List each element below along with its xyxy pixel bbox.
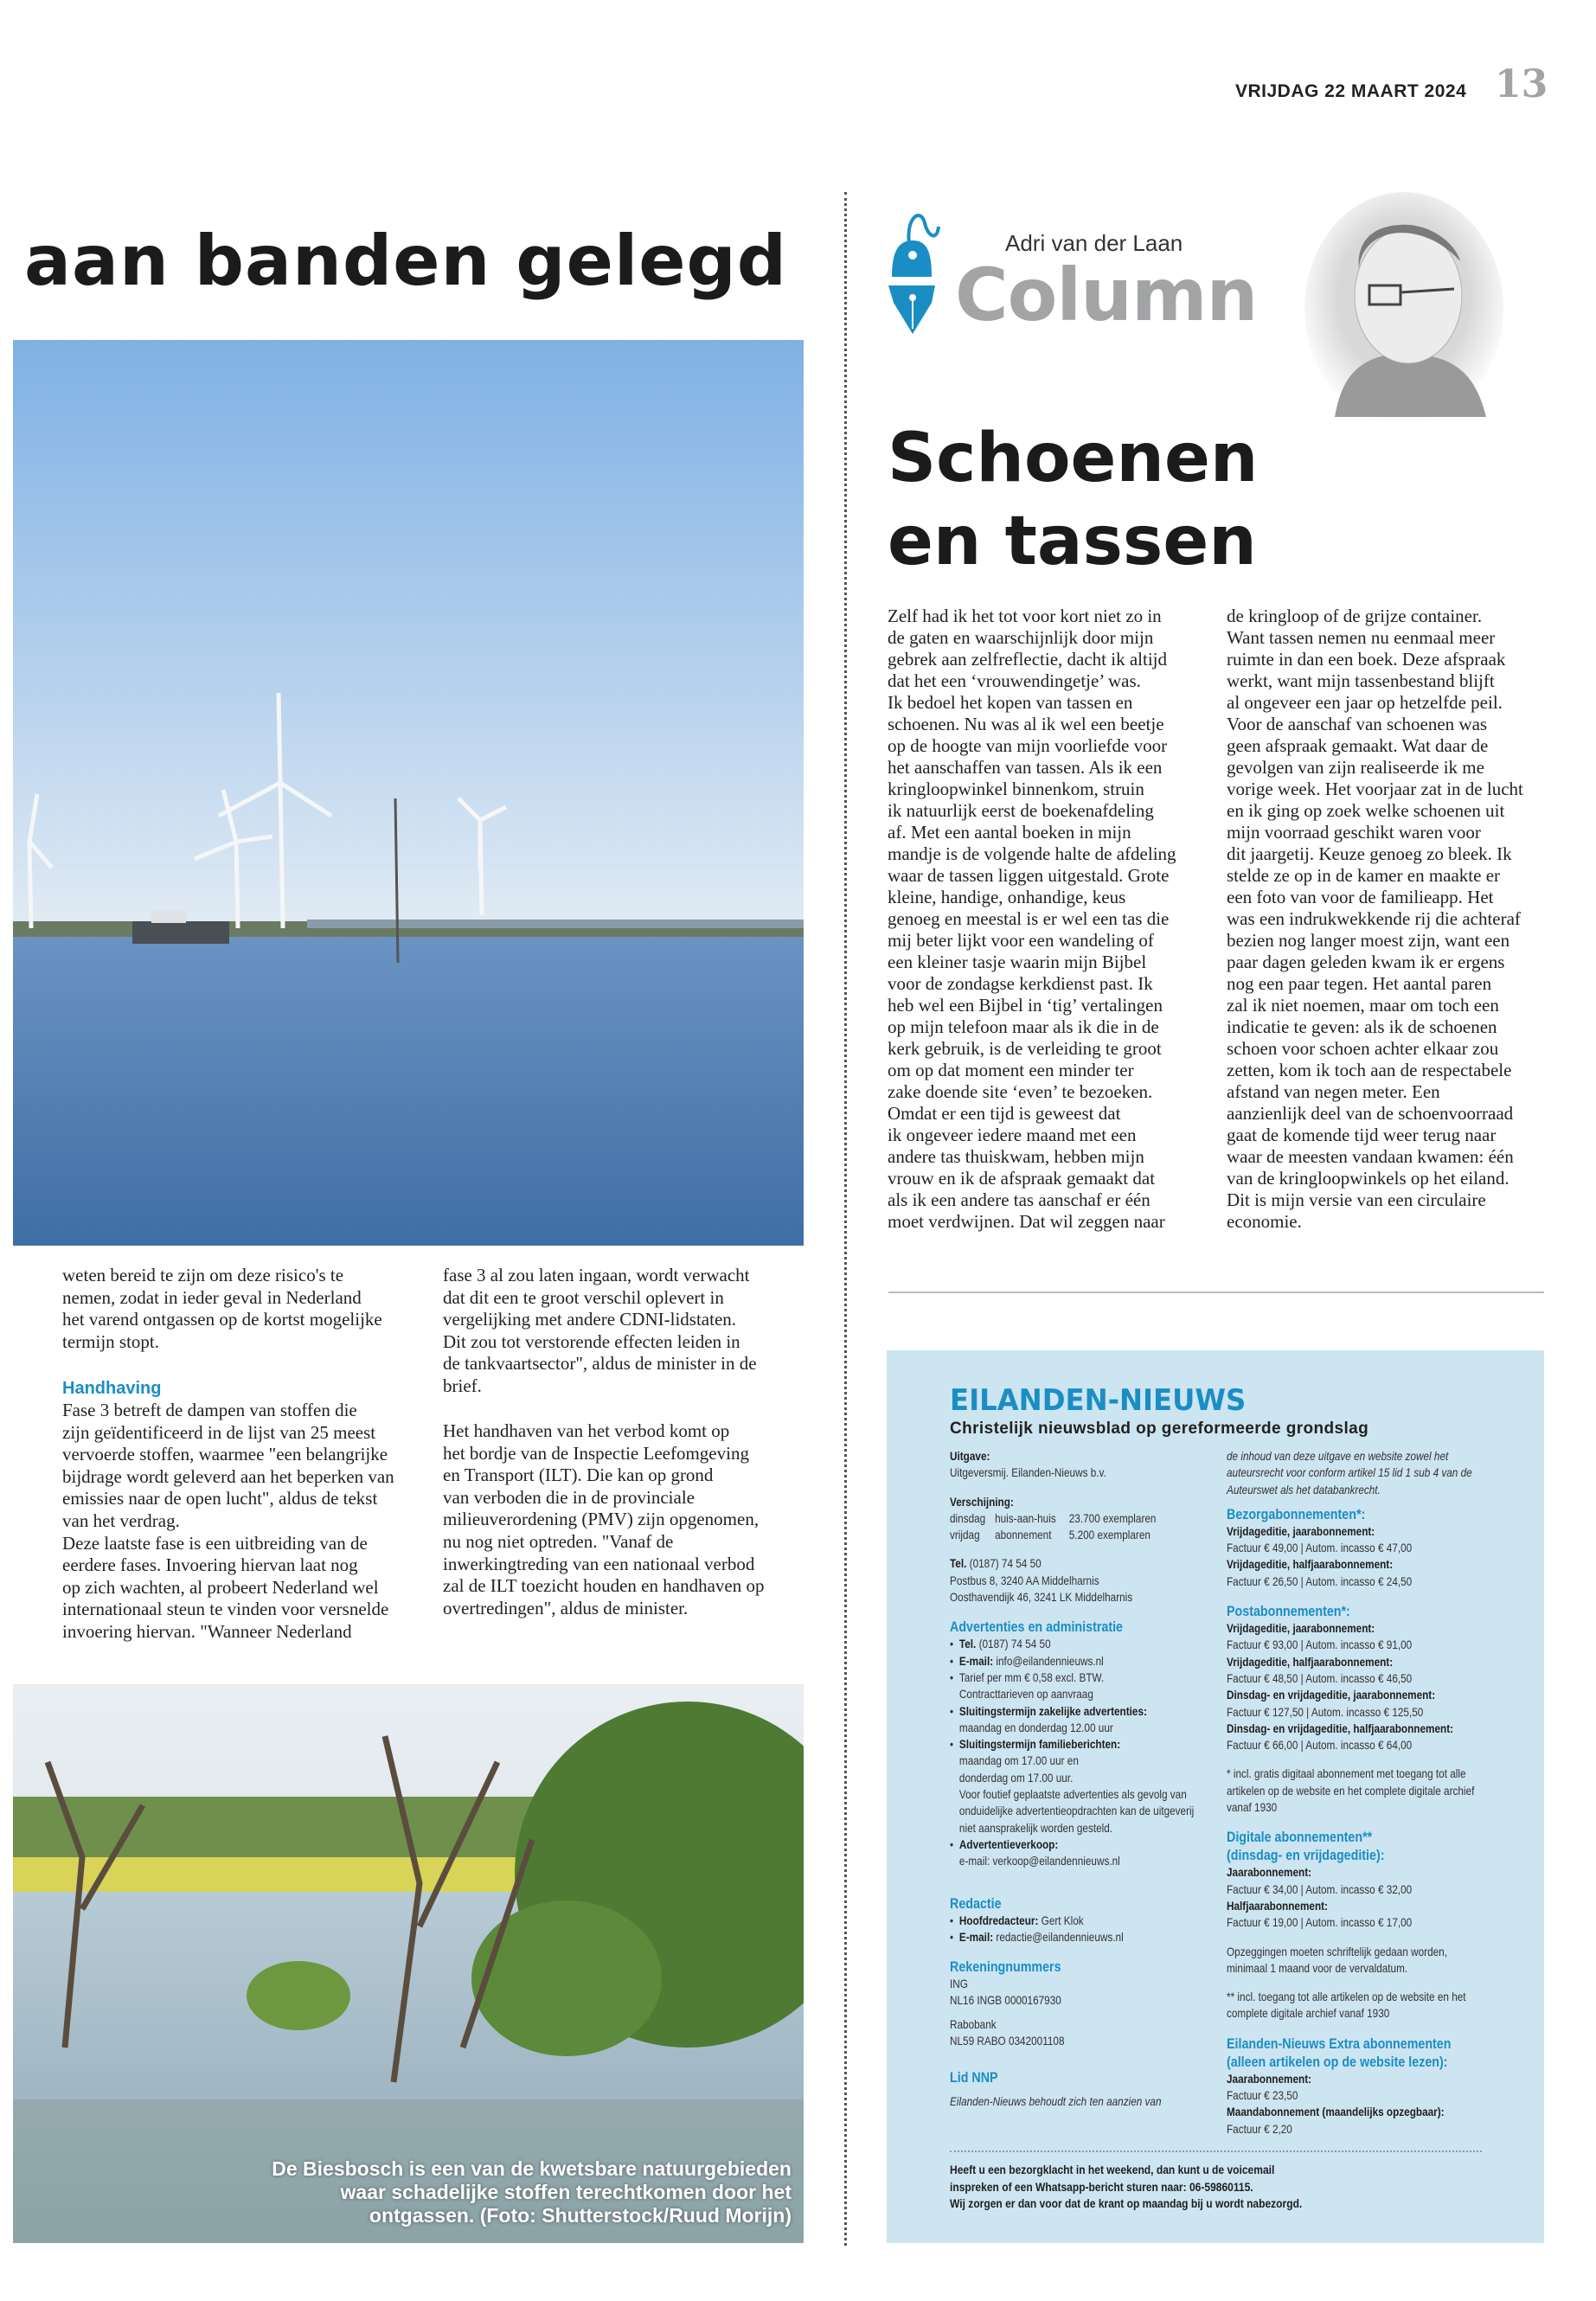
colophon-right-column	[1227, 1448, 1490, 2138]
article-headline: aan banden gelegd	[24, 221, 788, 301]
article-text-col1-bottom: Fase 3 betreft de dampen van stoffen die zijn geïdentificeerd in de lijst van 25 meest vervoerde stoffen, waarmee "een belangrijke bijdrage wordt geleverd aan het beperken van emissies naar de open lucht", aldus de tekst van het verdrag. Deze laatste fase is een uitbreiding van de eerdere fases. Invoering hiervan laat nog op zich wachten, al probeert Nederland wel internationaal steun te vinden voor versnelde invoering hiervan. "Wanneer Nederland	[62, 1400, 394, 1642]
label: • Sluitingstermijn familieberichten:	[958, 1737, 1121, 1752]
plan-label: Jaarabonnement:	[1227, 2071, 1312, 2086]
list-item	[950, 1913, 1213, 1929]
address: Oosthavendijk 46, 3241 LK Middelharnis	[950, 1590, 1133, 1605]
bank-name: ING	[950, 1977, 968, 1991]
bezorg-heading: Bezorgabonnementen*:	[1227, 1505, 1366, 1522]
plan-label: Maandabonnement (maandelijks opzegbaar):	[1227, 2105, 1445, 2119]
type: huis-aan-huis	[995, 1510, 1056, 1525]
bank-account: NL16 INGB 0000167930	[950, 1993, 1061, 2008]
plan-label: Vrijdageditie, jaarabonnement:	[1227, 1621, 1375, 1636]
footnote-2: ** incl. toegang tot alle artikelen op de website en het complete digitale archief vanaf 1930	[1227, 1990, 1466, 2021]
circulation: 23.700 exemplaren	[1068, 1510, 1157, 1525]
colophon-box	[887, 1350, 1544, 2243]
label: Tel.	[958, 1637, 977, 1651]
verschijning-row	[950, 1527, 1213, 1543]
plan-price: Factuur € 93,00 | Autom. incasso € 91,00	[1227, 1638, 1413, 1652]
column-text-left: Zelf had ik het tot voor kort niet zo in de gaten en waarschijnlijk door mijn gebrek aan zelfreflectie, dacht ik altijd dat het een ‘vrouwendingetje’ was. Ik bedoel het kopen van tassen en schoenen. Nu was al ik wel een beetje op de hoogte van mijn voorliefde voor het aanschaffen van tassen. Als ik een kringloopwinkel binnenkom, struin ik natuurlijk eerst de boekenafdeling af. Met een aantal boeken in mijn mandje is de volgende halte de afdeling waar de tassen liggen uitgestald. Grote kleine, handige, onhandige, keus genoeg en meestal is er wel een tas die mij beter lijkt voor een wandeling of een kleiner tasje waarin mijn Bijbel voor de zondagse kerkdienst past. Ik heb wel een Bijbel in ‘tig’ vertalingen op mijn telefoon maar als ik die in de kerk gebruik, is de verleiding te groot om op dat moment een minder ter zake doende site ‘even’ te bezoeken. Omdat er een tijd is geweest dat ik ongeveer iedere maand met een andere tas thuiskwam, hebben mijn vrouw en ik de afspraak gemaakt dat als ik een andere tas aanschaf er één moet verdwijnen. Dat wil zeggen naar	[888, 606, 1176, 1232]
value: maandag en donderdag 12.00 uur	[958, 1720, 1113, 1734]
phone	[950, 1555, 1213, 1572]
phone-number: (0187) 74 54 50	[969, 1556, 1042, 1571]
column-title-line2: en tassen	[888, 503, 1257, 580]
advertenties-list	[950, 1636, 1213, 1869]
plan-label: Vrijdageditie, jaarabonnement:	[1227, 1523, 1375, 1538]
circulation: 5.200 exemplaren	[1068, 1528, 1151, 1542]
colophon-left-column	[950, 1448, 1213, 2111]
plan-label: Halfjaarabonnement:	[1227, 1898, 1328, 1913]
edition-date: VRIJDAG 22 MAART 2024	[1235, 81, 1467, 101]
column-divider	[844, 192, 847, 2246]
rights-text-start: Eilanden-Nieuws behoudt zich ten aanzien van	[950, 2094, 1162, 2109]
day: vrijdag	[950, 1528, 980, 1542]
delivery-complaint-notice: Heeft u een bezorgklacht in het weekend, dan kunt u de voicemail inspreken of een Whatsapp-bericht sturen naar: 06-59860115. Wij zorgen er dan voor dat de krant op maandag bij u wordt nabezorgd.	[950, 2163, 1303, 2210]
type: abonnement	[995, 1528, 1052, 1542]
label: E-mail:	[958, 1929, 994, 1944]
advertenties-heading: Advertenties en administratie	[950, 1618, 1123, 1636]
list-item	[950, 1736, 1213, 1836]
section-rule	[888, 1292, 1544, 1293]
list-item	[950, 1636, 1213, 1652]
plan-price: Factuur € 34,00 | Autom. incasso € 32,00	[1227, 1881, 1413, 1896]
column-label: Column	[955, 253, 1258, 337]
digitaal-heading: Digitale abonnementen** (dinsdag- en vrijdageditie):	[1227, 1829, 1385, 1864]
day: dinsdag	[950, 1510, 986, 1525]
redactie-heading: Redactie	[950, 1894, 1002, 1912]
plan-label: Dinsdag- en vrijdageditie, halfjaarabonnement:	[1227, 1721, 1454, 1735]
plan-price: Factuur € 48,50 | Autom. incasso € 46,50	[1227, 1670, 1413, 1685]
list-item	[950, 1929, 1213, 1945]
value: maandag om 17.00 uur en donderdag om 17.00 uur. Voor foutief geplaatste advertenties als gevolg van onduidelijke advertentieopdrachten kan de uitgeverij niet aansprakelijk worden gesteld.	[958, 1753, 1195, 1835]
verschijning-row	[950, 1510, 1213, 1527]
column-author: Adri van der Laan	[1005, 230, 1183, 256]
rights-text-continued: de inhoud van deze uitgave en website zowel het auteursrecht voor conform artikel 15 lid 1 sub 4 van de Auteurswet als het databankrecht.	[1227, 1449, 1472, 1497]
plan-label: Dinsdag- en vrijdageditie, jaarabonnement:	[1227, 1688, 1436, 1702]
plan-price: Factuur € 23,50	[1227, 2088, 1298, 2103]
value: Gert Klok	[1041, 1913, 1084, 1927]
plan-label: Vrijdageditie, halfjaarabonnement:	[1227, 1557, 1394, 1572]
plan-price: Factuur € 26,50 | Autom. incasso € 24,50	[1227, 1574, 1413, 1588]
footnote-1: * incl. gratis digitaal abonnement met toegang tot alle artikelen op de website en het complete digitale archief vanaf 1930	[1227, 1766, 1475, 1815]
label: • Sluitingstermijn zakelijke advertenties:	[958, 1703, 1147, 1718]
plan-label: Jaarabonnement:	[1227, 1865, 1312, 1880]
plan-price: Factuur € 49,00 | Autom. incasso € 47,00	[1227, 1541, 1413, 1555]
list-item	[950, 1703, 1213, 1737]
eilanden-nieuws-logo: EILANDEN-NIEUWS	[950, 1383, 1247, 1418]
photo-caption: De Biesbosch is een van de kwetsbare natuurgebieden waar schadelijke stoffen terechtkomen door het ontgassen. (Foto: Shutterstock/Ruud Morijn)	[272, 2157, 792, 2227]
wind-turbines-photo	[13, 340, 804, 1246]
email-link[interactable]: info@eilandennieuws.nl	[996, 1653, 1104, 1668]
article-text-col1-top: weten bereid te zijn om deze risico's te nemen, zodat in ieder geval in Nederland het varend ontgassen op de kortst mogelijke termijn stopt.	[62, 1265, 382, 1352]
article-text-col2-bottom: Het handhaven van het verbod komt op het bordje van de Inspectie Leefomgeving en Transport (ILT). Die kan op grond van verboden die in de provinciale milieuverordening (PMV) zijn opgenomen, nu nog niet optreden. "Vanaf de inwerkingtreding van een nationaal verbod zal de ILT toezicht houden en handhaven op overtredingen", aldus de minister.	[443, 1420, 765, 1618]
list-item: • Tarief per mm € 0,58 excl. BTW. Contracttarieven op aanvraag	[950, 1670, 1213, 1703]
email-link[interactable]: redactie@eilandennieuws.nl	[996, 1929, 1124, 1944]
redactie-list	[950, 1913, 1213, 1946]
column-text-right: de kringloop of de grijze container. Want tassen nemen nu eenmaal meer ruimte in dan een boek. Deze afspraak werkt, want mijn tassenbestand blijft al ongeveer een jaar op hetzelfde peil. Voor de aanschaf van schoenen was geen afspraak gemaakt. Wat daar de gevolgen van zijn realiseerde ik me vorige week. Het voorjaar zat in de lucht en ik ging op zoek welke schoenen uit mijn voorraad geschikt waren voor dit jaargetij. Keuze genoeg zo bleek. Ik stelde ze op in de kamer en maakte er een foto van voor de familieapp. Het was een indrukwekkende rij die achteraf bezien nog langer moest zijn, want een paar dagen geleden kwam ik er ergens nog een paar tegen. Het aantal paren zal ik niet noemen, maar om toch een indicatie te geven: als ik de schoenen schoen voor schoen achter elkaar zou zetten, kom ik toch aan de respectabele afstand van negen meter. Een aanzienlijk deel van de schoenvoorraad gaat de komende tijd weer terug naar waar de meesten vandaan kwamen: één van de kringloopwinkels op het eiland. Dit is mijn versie van een circulaire economie.	[1227, 606, 1523, 1232]
phone-label: Tel.	[950, 1556, 967, 1571]
list-item	[950, 1653, 1213, 1670]
post-heading: Postabonnementen*:	[1227, 1603, 1350, 1620]
email-link[interactable]: e-mail: verkoop@eilandennieuws.nl	[958, 1854, 1120, 1868]
uitgave-label: Uitgave:	[950, 1449, 990, 1463]
article-subhead: Handhaving	[62, 1379, 162, 1398]
article-text-col2-top: fase 3 al zou laten ingaan, wordt verwacht dat dit een te groot verschil oplevert in vergelijking met andere CDNI-lidstaten. Dit zou tot verstorende effecten leiden in de tankvaartsector", aldus de minister in de brief.	[443, 1265, 757, 1396]
label: E-mail:	[958, 1653, 994, 1668]
plan-price: Factuur € 127,50 | Autom. incasso € 125,50	[1227, 1704, 1424, 1719]
plan-price: Factuur € 2,20	[1227, 2121, 1292, 2136]
verschijning-label: Verschijning:	[950, 1494, 1014, 1509]
bank-name: Rabobank	[950, 2016, 997, 2031]
plan-price: Factuur € 66,00 | Autom. incasso € 64,00	[1227, 1738, 1413, 1753]
value: (0187) 74 54 50	[978, 1637, 1051, 1651]
dotted-divider	[950, 2150, 1482, 2152]
page-number: 13	[1495, 62, 1548, 106]
plan-label: Vrijdageditie, halfjaarabonnement:	[1227, 1654, 1394, 1669]
postbus: Postbus 8, 3240 AA Middelharnis	[950, 1573, 1099, 1587]
label: Hoofdredacteur:	[958, 1913, 1039, 1927]
tagline: Christelijk nieuwsblad op gereformeerde grondslag	[950, 1420, 1369, 1438]
pen-mouse-icon	[887, 208, 942, 334]
label: • Advertentieverkoop:	[958, 1836, 1059, 1851]
list-item	[950, 1836, 1213, 1870]
author-portrait	[1300, 192, 1508, 430]
column-title	[888, 417, 1258, 583]
extra-heading: Eilanden-Nieuws Extra abonnementen (alleen artikelen op de website lezen):	[1227, 2035, 1452, 2070]
nnp-heading: Lid NNP	[950, 2069, 998, 2086]
plan-price: Factuur € 19,00 | Autom. incasso € 17,00	[1227, 1915, 1413, 1930]
uitgave: Uitgeversmij. Eilanden-Nieuws b.v.	[950, 1465, 1106, 1480]
bank-account: NL59 RABO 0342001108	[950, 2034, 1065, 2048]
column-title-line1: Schoenen	[888, 420, 1259, 497]
cancellation-note: Opzeggingen moeten schriftelijk gedaan worden, minimaal 1 maand voor de vervaldatum.	[1227, 1944, 1447, 1975]
rekening-heading: Rekeningnummers	[950, 1958, 1061, 1976]
